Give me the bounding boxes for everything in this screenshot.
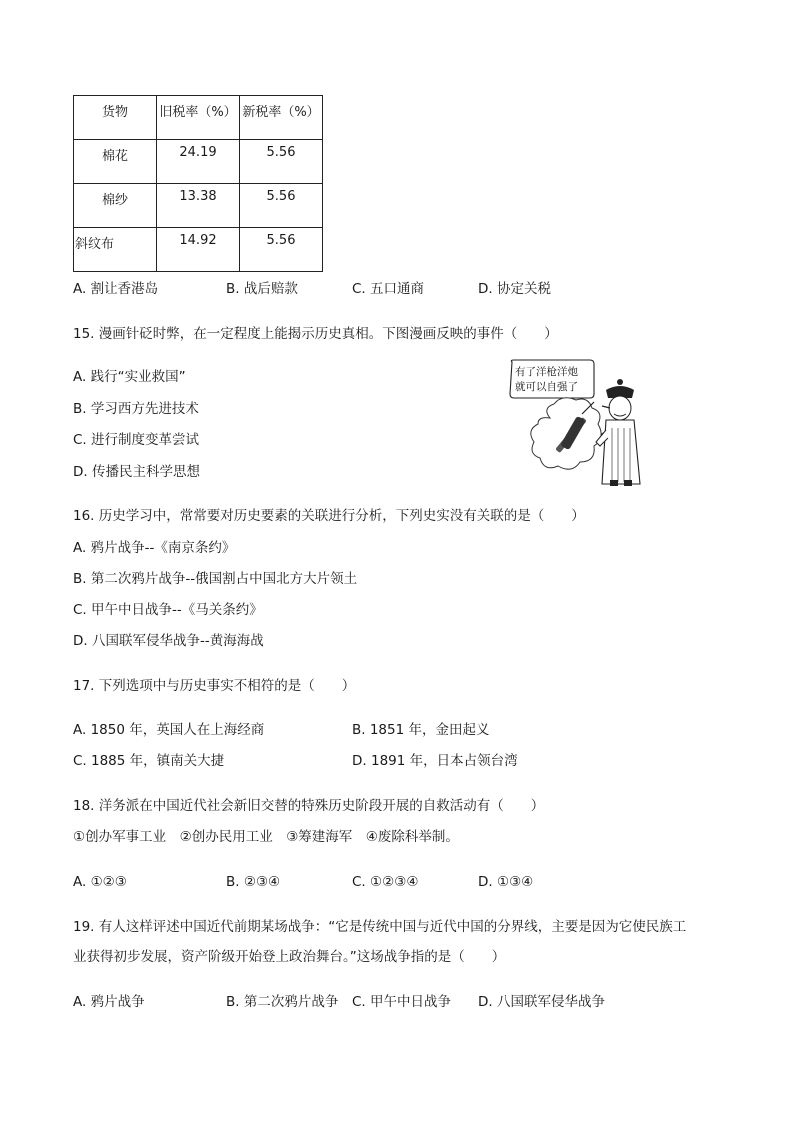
q19-option-a[interactable]: A. 鸦片战争 bbox=[73, 994, 145, 1010]
q17-option-b[interactable]: B. 1851 年，金田起义 bbox=[352, 722, 490, 738]
table-row bbox=[74, 140, 323, 184]
table-cell: 13.38 bbox=[157, 184, 240, 228]
q16-option-c[interactable]: C. 甲午中日战争--《马关条约》 bbox=[73, 602, 263, 618]
q16-stem: 16. 历史学习中，常常要对历史要素的关联进行分析，下列史实没有关联的是（ ） bbox=[73, 508, 585, 524]
q18-option-c[interactable]: C. ①②③④ bbox=[352, 874, 419, 890]
table-cell: 5.56 bbox=[240, 184, 323, 228]
table-cell: 棉纱 bbox=[74, 184, 157, 228]
tax-rate-table bbox=[73, 95, 323, 272]
q18-option-d[interactable]: D. ①③④ bbox=[478, 874, 534, 890]
table-cell: 棉花 bbox=[74, 140, 157, 184]
q15-option-d[interactable]: D. 传播民主科学思想 bbox=[73, 464, 200, 480]
table-cell: 5.56 bbox=[240, 140, 323, 184]
q14-option-c[interactable]: C. 五口通商 bbox=[352, 281, 425, 297]
q17-option-a[interactable]: A. 1850 年，英国人在上海经商 bbox=[73, 722, 265, 738]
q17-option-c[interactable]: C. 1885 年，镇南关大捷 bbox=[73, 753, 225, 769]
q19-stem-line-2: 业获得初步发展，资产阶级开始登上政治舞台。”这场战争指的是（ ） bbox=[73, 949, 506, 965]
q14-option-d[interactable]: D. 协定关税 bbox=[478, 281, 551, 297]
table-header-row bbox=[74, 96, 323, 140]
table-header-cell: 新税率（%） bbox=[240, 96, 323, 140]
table-cell: 24.19 bbox=[157, 140, 240, 184]
q17-stem: 17. 下列选项中与历史事实不相符的是（ ） bbox=[73, 678, 356, 694]
table-header-cell: 旧税率（%） bbox=[157, 96, 240, 140]
q19-option-b[interactable]: B. 第二次鸦片战争 bbox=[226, 994, 339, 1010]
q19-stem-line-1: 19. 有人这样评述中国近代前期某场战争：“它是传统中国与近代中国的分界线，主要是因为它使民族工 bbox=[73, 919, 687, 935]
q15-stem: 15. 漫画针砭时弊，在一定程度上能揭示历史真相。下图漫画反映的事件（ ） bbox=[73, 326, 558, 342]
q14-option-b[interactable]: B. 战后赔款 bbox=[226, 281, 298, 297]
table-header-cell: 货物 bbox=[74, 96, 157, 140]
table-cell: 5.56 bbox=[240, 228, 323, 272]
bubble-line-2: 就可以自强了 bbox=[515, 381, 578, 393]
q18-option-a[interactable]: A. ①②③ bbox=[73, 874, 127, 890]
q15-option-c[interactable]: C. 进行制度变革尝试 bbox=[73, 432, 200, 448]
official-robe bbox=[602, 420, 640, 484]
q15-option-a[interactable]: A. 践行“实业救国” bbox=[73, 369, 186, 385]
table-cell: 斜纹布 bbox=[74, 228, 157, 272]
thought-cloud bbox=[531, 398, 601, 469]
q18-stem: 18. 洋务派在中国近代社会新旧交替的特殊历史阶段开展的自救活动有（ ） bbox=[73, 798, 545, 814]
q16-option-b[interactable]: B. 第二次鸦片战争--俄国割占中国北方大片领土 bbox=[73, 571, 358, 587]
table-cell: 14.92 bbox=[157, 228, 240, 272]
table-row bbox=[74, 184, 323, 228]
q17-option-d[interactable]: D. 1891 年，日本占领台湾 bbox=[352, 753, 518, 769]
q15-option-b[interactable]: B. 学习西方先进技术 bbox=[73, 401, 199, 417]
q18-items: ①创办军事工业 ②创办民用工业 ③筹建海军 ④废除科举制。 bbox=[73, 829, 459, 845]
official-cartoon-image bbox=[506, 358, 648, 490]
q16-option-a[interactable]: A. 鸦片战争--《南京条约》 bbox=[73, 540, 236, 556]
q19-option-d[interactable]: D. 八国联军侵华战争 bbox=[478, 994, 605, 1010]
q19-option-c[interactable]: C. 甲午中日战争 bbox=[352, 994, 452, 1010]
bubble-line-1: 有了洋枪洋炮 bbox=[515, 366, 578, 378]
table-row bbox=[74, 228, 323, 272]
q16-option-d[interactable]: D. 八国联军侵华战争--黄海海战 bbox=[73, 633, 264, 649]
q18-option-b[interactable]: B. ②③④ bbox=[226, 874, 281, 890]
q14-option-a[interactable]: A. 割让香港岛 bbox=[73, 281, 159, 297]
